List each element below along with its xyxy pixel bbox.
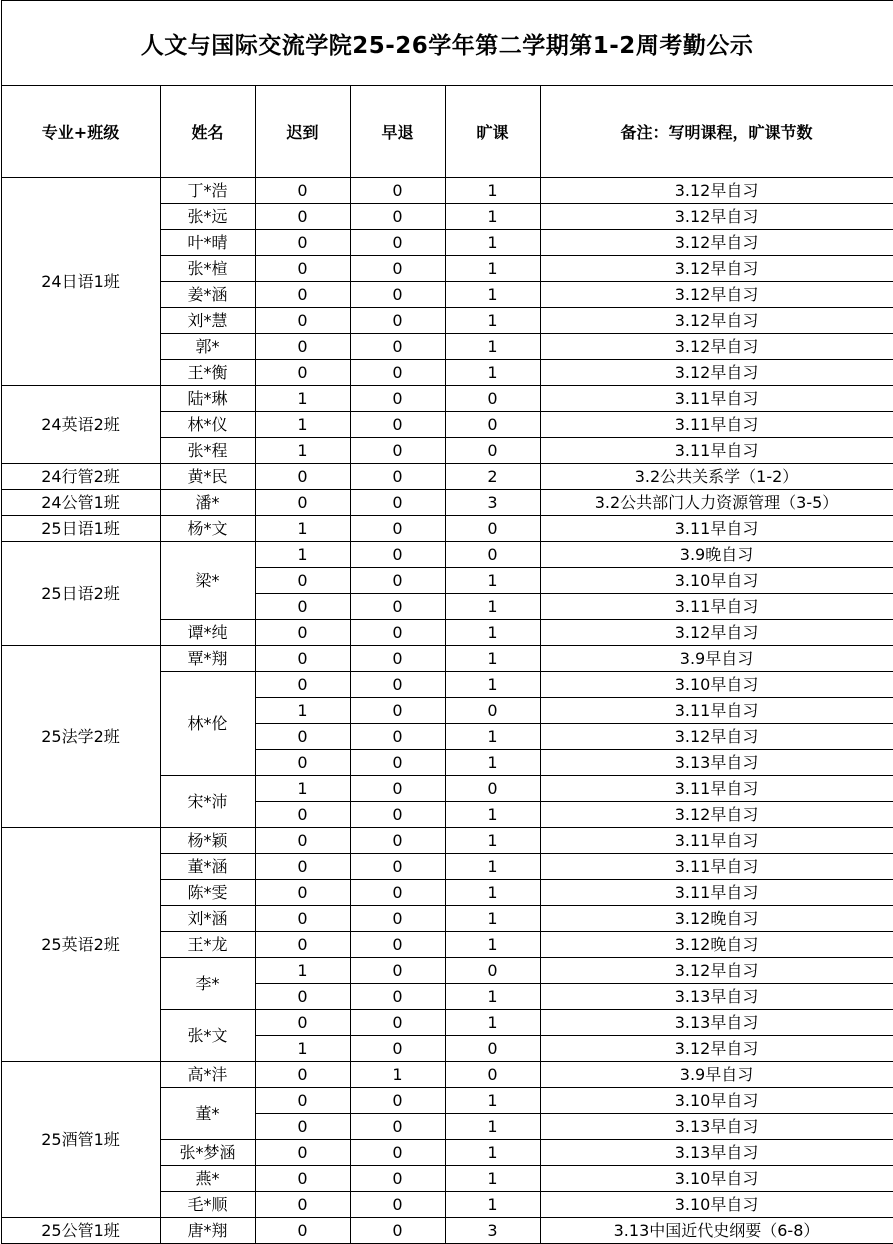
absence-count-cell: 1 xyxy=(445,802,540,828)
late-count-cell: 0 xyxy=(255,620,350,646)
absence-count-cell: 1 xyxy=(445,828,540,854)
absence-count-cell: 3 xyxy=(445,490,540,516)
absence-count-cell: 1 xyxy=(445,932,540,958)
absence-count-cell: 0 xyxy=(445,516,540,542)
student-name-cell: 张*程 xyxy=(160,438,255,464)
early-leave-count-cell: 0 xyxy=(350,1192,445,1218)
student-name-cell: 宋*沛 xyxy=(160,776,255,828)
note-cell: 3.13早自习 xyxy=(540,1140,893,1166)
late-count-cell: 1 xyxy=(255,542,350,568)
late-count-cell: 0 xyxy=(255,360,350,386)
class-cell: 25英语2班 xyxy=(1,828,160,1062)
early-leave-count-cell: 0 xyxy=(350,776,445,802)
absence-count-cell: 1 xyxy=(445,282,540,308)
student-name-cell: 杨*文 xyxy=(160,516,255,542)
late-count-cell: 0 xyxy=(255,334,350,360)
early-leave-count-cell: 1 xyxy=(350,1062,445,1088)
early-leave-count-cell: 0 xyxy=(350,230,445,256)
student-name-cell: 李* xyxy=(160,958,255,1010)
absence-count-cell: 1 xyxy=(445,204,540,230)
late-count-cell: 0 xyxy=(255,880,350,906)
late-count-cell: 0 xyxy=(255,230,350,256)
table-row xyxy=(1,1218,893,1244)
student-name-cell: 董*涵 xyxy=(160,854,255,880)
absence-count-cell: 1 xyxy=(445,334,540,360)
absence-count-cell: 0 xyxy=(445,412,540,438)
note-cell: 3.11早自习 xyxy=(540,516,893,542)
early-leave-count-cell: 0 xyxy=(350,1166,445,1192)
early-leave-count-cell: 0 xyxy=(350,464,445,490)
early-leave-count-cell: 0 xyxy=(350,542,445,568)
early-leave-count-cell: 0 xyxy=(350,1036,445,1062)
student-name-cell: 林*伦 xyxy=(160,672,255,776)
absence-count-cell: 1 xyxy=(445,178,540,204)
student-name-cell: 刘*慧 xyxy=(160,308,255,334)
absence-count-cell: 1 xyxy=(445,880,540,906)
absence-count-cell: 0 xyxy=(445,1036,540,1062)
header-class: 专业+班级 xyxy=(1,86,160,178)
student-name-cell: 陆*琳 xyxy=(160,386,255,412)
table-row xyxy=(1,490,893,516)
note-cell: 3.12晚自习 xyxy=(540,906,893,932)
absence-count-cell: 0 xyxy=(445,438,540,464)
late-count-cell: 1 xyxy=(255,776,350,802)
early-leave-count-cell: 0 xyxy=(350,334,445,360)
early-leave-count-cell: 0 xyxy=(350,672,445,698)
absence-count-cell: 1 xyxy=(445,646,540,672)
note-cell: 3.13中国近代史纲要（6-8） xyxy=(540,1218,893,1244)
note-cell: 3.11早自习 xyxy=(540,594,893,620)
early-leave-count-cell: 0 xyxy=(350,724,445,750)
student-name-cell: 张*楦 xyxy=(160,256,255,282)
attendance-table xyxy=(1,0,893,1244)
note-cell: 3.12早自习 xyxy=(540,178,893,204)
early-leave-count-cell: 0 xyxy=(350,1088,445,1114)
early-leave-count-cell: 0 xyxy=(350,1218,445,1244)
header-absent: 旷课 xyxy=(445,86,540,178)
table-row xyxy=(1,542,893,568)
attendance-table-body xyxy=(1,1,893,1244)
early-leave-count-cell: 0 xyxy=(350,490,445,516)
early-leave-count-cell: 0 xyxy=(350,594,445,620)
absence-count-cell: 1 xyxy=(445,1166,540,1192)
note-cell: 3.10早自习 xyxy=(540,568,893,594)
student-name-cell: 叶*晴 xyxy=(160,230,255,256)
absence-count-cell: 0 xyxy=(445,698,540,724)
student-name-cell: 覃*翔 xyxy=(160,646,255,672)
absence-count-cell: 1 xyxy=(445,724,540,750)
class-cell: 24公管1班 xyxy=(1,490,160,516)
late-count-cell: 0 xyxy=(255,750,350,776)
student-name-cell: 梁* xyxy=(160,542,255,620)
absence-count-cell: 1 xyxy=(445,1010,540,1036)
late-count-cell: 1 xyxy=(255,1036,350,1062)
late-count-cell: 0 xyxy=(255,984,350,1010)
early-leave-count-cell: 0 xyxy=(350,932,445,958)
student-name-cell: 姜*涵 xyxy=(160,282,255,308)
early-leave-count-cell: 0 xyxy=(350,516,445,542)
late-count-cell: 1 xyxy=(255,516,350,542)
absence-count-cell: 1 xyxy=(445,672,540,698)
early-leave-count-cell: 0 xyxy=(350,880,445,906)
note-cell: 3.10早自习 xyxy=(540,672,893,698)
late-count-cell: 1 xyxy=(255,698,350,724)
note-cell: 3.12早自习 xyxy=(540,958,893,984)
note-cell: 3.12早自习 xyxy=(540,204,893,230)
note-cell: 3.11早自习 xyxy=(540,438,893,464)
early-leave-count-cell: 0 xyxy=(350,698,445,724)
late-count-cell: 0 xyxy=(255,854,350,880)
early-leave-count-cell: 0 xyxy=(350,646,445,672)
absence-count-cell: 0 xyxy=(445,958,540,984)
note-cell: 3.11早自习 xyxy=(540,698,893,724)
student-name-cell: 王*龙 xyxy=(160,932,255,958)
early-leave-count-cell: 0 xyxy=(350,308,445,334)
late-count-cell: 0 xyxy=(255,1140,350,1166)
early-leave-count-cell: 0 xyxy=(350,802,445,828)
note-cell: 3.10早自习 xyxy=(540,1166,893,1192)
table-row xyxy=(1,516,893,542)
note-cell: 3.12早自习 xyxy=(540,360,893,386)
header-name: 姓名 xyxy=(160,86,255,178)
note-cell: 3.11早自习 xyxy=(540,854,893,880)
header-late: 迟到 xyxy=(255,86,350,178)
absence-count-cell: 0 xyxy=(445,1062,540,1088)
student-name-cell: 郭* xyxy=(160,334,255,360)
absence-count-cell: 1 xyxy=(445,1140,540,1166)
early-leave-count-cell: 0 xyxy=(350,750,445,776)
late-count-cell: 0 xyxy=(255,1166,350,1192)
table-row xyxy=(1,828,893,854)
class-cell: 25酒管1班 xyxy=(1,1062,160,1218)
late-count-cell: 0 xyxy=(255,724,350,750)
late-count-cell: 0 xyxy=(255,1218,350,1244)
class-cell: 24英语2班 xyxy=(1,386,160,464)
note-cell: 3.12晚自习 xyxy=(540,932,893,958)
student-name-cell: 董* xyxy=(160,1088,255,1140)
absence-count-cell: 1 xyxy=(445,984,540,1010)
late-count-cell: 0 xyxy=(255,594,350,620)
late-count-cell: 0 xyxy=(255,802,350,828)
absence-count-cell: 0 xyxy=(445,776,540,802)
table-row xyxy=(1,1062,893,1088)
late-count-cell: 0 xyxy=(255,906,350,932)
absence-count-cell: 3 xyxy=(445,1218,540,1244)
absence-count-cell: 0 xyxy=(445,386,540,412)
early-leave-count-cell: 0 xyxy=(350,958,445,984)
student-name-cell: 唐*翔 xyxy=(160,1218,255,1244)
class-cell: 25法学2班 xyxy=(1,646,160,828)
note-cell: 3.11早自习 xyxy=(540,880,893,906)
note-cell: 3.2公共关系学（1-2） xyxy=(540,464,893,490)
absence-count-cell: 1 xyxy=(445,1192,540,1218)
note-cell: 3.11早自习 xyxy=(540,776,893,802)
late-count-cell: 1 xyxy=(255,958,350,984)
note-cell: 3.12早自习 xyxy=(540,1036,893,1062)
late-count-cell: 1 xyxy=(255,438,350,464)
absence-count-cell: 1 xyxy=(445,594,540,620)
student-name-cell: 毛*顺 xyxy=(160,1192,255,1218)
late-count-cell: 0 xyxy=(255,1114,350,1140)
late-count-cell: 0 xyxy=(255,204,350,230)
late-count-cell: 1 xyxy=(255,386,350,412)
student-name-cell: 杨*颖 xyxy=(160,828,255,854)
student-name-cell: 黄*民 xyxy=(160,464,255,490)
late-count-cell: 0 xyxy=(255,672,350,698)
late-count-cell: 0 xyxy=(255,256,350,282)
student-name-cell: 陈*雯 xyxy=(160,880,255,906)
table-row xyxy=(1,646,893,672)
absence-count-cell: 0 xyxy=(445,542,540,568)
header-note: 备注：写明课程，旷课节数 xyxy=(540,86,893,178)
late-count-cell: 0 xyxy=(255,1192,350,1218)
student-name-cell: 潘* xyxy=(160,490,255,516)
late-count-cell: 1 xyxy=(255,412,350,438)
absence-count-cell: 1 xyxy=(445,906,540,932)
late-count-cell: 0 xyxy=(255,568,350,594)
early-leave-count-cell: 0 xyxy=(350,178,445,204)
note-cell: 3.10早自习 xyxy=(540,1088,893,1114)
late-count-cell: 0 xyxy=(255,1062,350,1088)
absence-count-cell: 1 xyxy=(445,568,540,594)
absence-count-cell: 1 xyxy=(445,854,540,880)
note-cell: 3.13早自习 xyxy=(540,984,893,1010)
note-cell: 3.12早自习 xyxy=(540,282,893,308)
early-leave-count-cell: 0 xyxy=(350,1114,445,1140)
late-count-cell: 0 xyxy=(255,1010,350,1036)
late-count-cell: 0 xyxy=(255,308,350,334)
early-leave-count-cell: 0 xyxy=(350,360,445,386)
absence-count-cell: 1 xyxy=(445,1114,540,1140)
early-leave-count-cell: 0 xyxy=(350,854,445,880)
header-early: 早退 xyxy=(350,86,445,178)
student-name-cell: 刘*涵 xyxy=(160,906,255,932)
late-count-cell: 0 xyxy=(255,464,350,490)
note-cell: 3.9早自习 xyxy=(540,646,893,672)
class-cell: 25日语1班 xyxy=(1,516,160,542)
note-cell: 3.10早自习 xyxy=(540,1192,893,1218)
late-count-cell: 0 xyxy=(255,178,350,204)
late-count-cell: 0 xyxy=(255,828,350,854)
late-count-cell: 0 xyxy=(255,932,350,958)
student-name-cell: 高*沣 xyxy=(160,1062,255,1088)
note-cell: 3.13早自习 xyxy=(540,1114,893,1140)
late-count-cell: 0 xyxy=(255,646,350,672)
absence-count-cell: 1 xyxy=(445,620,540,646)
note-cell: 3.9晚自习 xyxy=(540,542,893,568)
absence-count-cell: 1 xyxy=(445,1088,540,1114)
student-name-cell: 张*远 xyxy=(160,204,255,230)
note-cell: 3.11早自习 xyxy=(540,412,893,438)
note-cell: 3.12早自习 xyxy=(540,802,893,828)
note-cell: 3.12早自习 xyxy=(540,724,893,750)
student-name-cell: 张*文 xyxy=(160,1010,255,1062)
page-title: 人文与国际交流学院25-26学年第二学期第1-2周考勤公示 xyxy=(1,1,893,86)
table-row xyxy=(1,386,893,412)
early-leave-count-cell: 0 xyxy=(350,386,445,412)
note-cell: 3.12早自习 xyxy=(540,256,893,282)
early-leave-count-cell: 0 xyxy=(350,438,445,464)
note-cell: 3.11早自习 xyxy=(540,386,893,412)
early-leave-count-cell: 0 xyxy=(350,620,445,646)
class-cell: 24日语1班 xyxy=(1,178,160,386)
class-cell: 24行管2班 xyxy=(1,464,160,490)
table-row xyxy=(1,464,893,490)
late-count-cell: 0 xyxy=(255,1088,350,1114)
absence-count-cell: 1 xyxy=(445,256,540,282)
student-name-cell: 王*衡 xyxy=(160,360,255,386)
early-leave-count-cell: 0 xyxy=(350,984,445,1010)
student-name-cell: 张*梦涵 xyxy=(160,1140,255,1166)
student-name-cell: 丁*浩 xyxy=(160,178,255,204)
note-cell: 3.12早自习 xyxy=(540,230,893,256)
absence-count-cell: 1 xyxy=(445,308,540,334)
late-count-cell: 0 xyxy=(255,490,350,516)
note-cell: 3.13早自习 xyxy=(540,750,893,776)
early-leave-count-cell: 0 xyxy=(350,906,445,932)
early-leave-count-cell: 0 xyxy=(350,282,445,308)
student-name-cell: 谭*纯 xyxy=(160,620,255,646)
absence-count-cell: 1 xyxy=(445,230,540,256)
note-cell: 3.12早自习 xyxy=(540,308,893,334)
early-leave-count-cell: 0 xyxy=(350,256,445,282)
note-cell: 3.12早自习 xyxy=(540,334,893,360)
note-cell: 3.9早自习 xyxy=(540,1062,893,1088)
header-row xyxy=(1,86,893,178)
note-cell: 3.11早自习 xyxy=(540,828,893,854)
note-cell: 3.13早自习 xyxy=(540,1010,893,1036)
absence-count-cell: 1 xyxy=(445,750,540,776)
early-leave-count-cell: 0 xyxy=(350,204,445,230)
note-cell: 3.2公共部门人力资源管理（3-5） xyxy=(540,490,893,516)
class-cell: 25公管1班 xyxy=(1,1218,160,1244)
student-name-cell: 林*仪 xyxy=(160,412,255,438)
note-cell: 3.12早自习 xyxy=(540,620,893,646)
early-leave-count-cell: 0 xyxy=(350,1010,445,1036)
student-name-cell: 燕* xyxy=(160,1166,255,1192)
early-leave-count-cell: 0 xyxy=(350,568,445,594)
title-row xyxy=(1,1,893,86)
early-leave-count-cell: 0 xyxy=(350,1140,445,1166)
absence-count-cell: 2 xyxy=(445,464,540,490)
late-count-cell: 0 xyxy=(255,282,350,308)
early-leave-count-cell: 0 xyxy=(350,412,445,438)
table-row xyxy=(1,178,893,204)
early-leave-count-cell: 0 xyxy=(350,828,445,854)
absence-count-cell: 1 xyxy=(445,360,540,386)
class-cell: 25日语2班 xyxy=(1,542,160,646)
